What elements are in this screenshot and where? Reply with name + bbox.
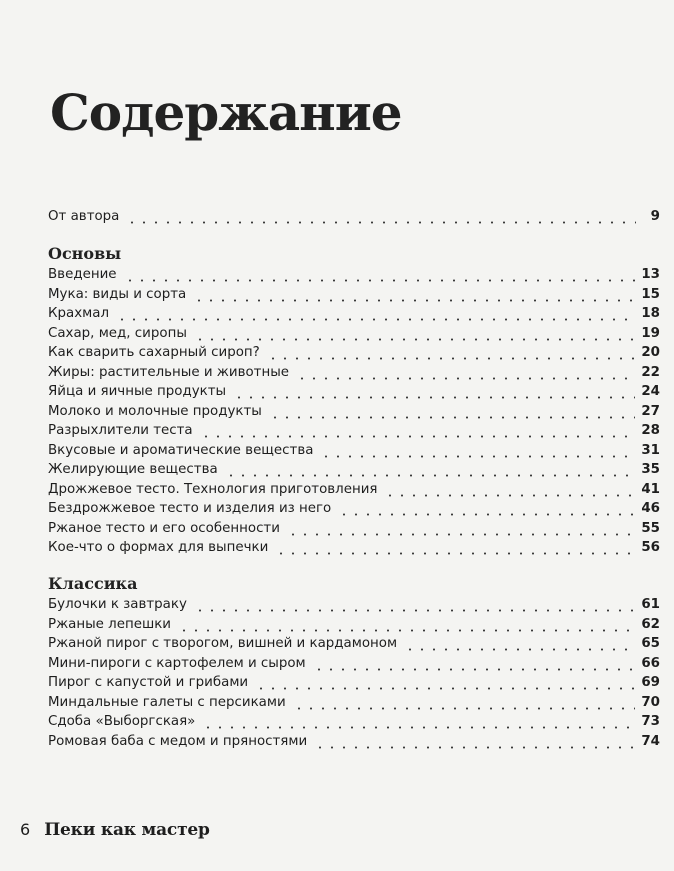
toc-entry-page: 69 xyxy=(641,675,660,690)
toc-entry[interactable] xyxy=(48,304,660,323)
page-number: 6 xyxy=(20,820,31,839)
toc-entry-label: Кое-что о формах для выпечки xyxy=(48,540,269,555)
toc-entry-label: Ржаной пирог с творогом, вишней и кардамоном xyxy=(48,636,398,651)
dot-leader xyxy=(122,279,636,284)
toc-entry-page: 66 xyxy=(641,655,660,671)
toc-entry-page: 9 xyxy=(650,209,660,224)
toc-entry[interactable] xyxy=(48,712,660,731)
dot-leader xyxy=(231,396,635,401)
toc-entry-page: 24 xyxy=(641,384,660,399)
toc-entry-page: 55 xyxy=(641,520,660,536)
dot-leader xyxy=(311,668,636,673)
toc-entry-label: Сдоба «Выборгская» xyxy=(48,714,196,729)
toc-entry-page: 56 xyxy=(641,540,660,555)
page-title: Содержание xyxy=(50,83,402,142)
dot-leader xyxy=(294,377,635,382)
dot-leader xyxy=(382,494,635,499)
toc-entry-label: Введение xyxy=(48,267,117,282)
toc-entry[interactable] xyxy=(48,634,660,653)
toc-entry[interactable] xyxy=(48,615,660,634)
dot-leader xyxy=(176,629,635,634)
toc-entry-page: 73 xyxy=(641,714,660,729)
toc-entry-label: От автора xyxy=(48,209,120,224)
toc-entry-intro[interactable] xyxy=(48,207,660,226)
toc-entry-label: Дрожжевое тесто. Технология приготовления xyxy=(48,481,378,497)
book-title: Пеки как мастер xyxy=(44,820,210,840)
toc-entry[interactable] xyxy=(48,654,660,673)
toc-entry-label: Ржаное тесто и его особенности xyxy=(48,520,280,536)
toc-entry-label: Мини-пироги с картофелем и сыром xyxy=(48,655,306,671)
toc-entry-page: 61 xyxy=(641,597,660,612)
toc-entry-label: Как сварить сахарный сироп? xyxy=(48,345,260,360)
dot-leader xyxy=(402,648,635,653)
toc-entry[interactable] xyxy=(48,363,660,382)
toc-entry-label: Булочки к завтраку xyxy=(48,597,187,612)
toc-entry-page: 65 xyxy=(641,636,660,651)
toc-entry-label: Миндальные галеты с персиками xyxy=(48,694,286,710)
toc-entry[interactable] xyxy=(48,265,660,284)
toc-entry-page: 41 xyxy=(641,481,660,497)
toc-entry-label: Яйца и яичные продукты xyxy=(48,384,227,399)
section-title-klassika: Классика xyxy=(48,574,138,593)
dot-leader xyxy=(124,221,636,226)
dot-leader xyxy=(192,609,635,614)
dot-leader xyxy=(312,746,635,751)
dot-leader xyxy=(318,455,635,460)
toc-entry-label: Желирующие вещества xyxy=(48,462,218,477)
toc-entry-page: 18 xyxy=(641,306,660,321)
dot-leader xyxy=(265,357,636,362)
toc-entry-label: Молоко и молочные продукты xyxy=(48,403,262,419)
dot-leader xyxy=(200,726,635,731)
dot-leader xyxy=(223,474,636,479)
toc-entry-page: 46 xyxy=(641,501,660,516)
toc-entry-label: Мука: виды и сорта xyxy=(48,286,187,302)
toc-entry-page: 62 xyxy=(641,616,660,632)
toc-entry[interactable] xyxy=(48,402,660,421)
toc-entry[interactable] xyxy=(48,595,660,614)
toc-entry-page: 13 xyxy=(641,267,660,282)
dot-leader xyxy=(267,416,635,421)
toc-entry[interactable] xyxy=(48,460,660,479)
toc-entry[interactable] xyxy=(48,519,660,538)
toc-entry[interactable] xyxy=(48,382,660,401)
toc-entry-page: 27 xyxy=(641,403,660,419)
dot-leader xyxy=(253,687,635,692)
toc-entry[interactable] xyxy=(48,673,660,692)
dot-leader xyxy=(192,338,635,343)
toc-entry-page: 35 xyxy=(641,462,660,477)
toc-entry[interactable] xyxy=(48,732,660,751)
toc-entry-label: Пирог с капустой и грибами xyxy=(48,675,249,690)
toc-entry[interactable] xyxy=(48,480,660,499)
section-title-osnovy: Основы xyxy=(48,244,122,263)
toc-entry-page: 20 xyxy=(641,345,660,360)
toc-entry-page: 15 xyxy=(641,286,660,302)
toc-entry-label: Крахмал xyxy=(48,306,110,321)
toc-entry-page: 22 xyxy=(641,364,660,380)
dot-leader xyxy=(198,435,636,440)
toc-entry-label: Ромовая баба с медом и пряностями xyxy=(48,733,308,749)
toc-entry-page: 74 xyxy=(641,733,660,749)
toc-entry-page: 28 xyxy=(641,423,660,438)
toc-entry[interactable] xyxy=(48,499,660,518)
toc-entry-label: Разрыхлители теста xyxy=(48,423,193,438)
toc-entry-label: Вкусовые и ароматические вещества xyxy=(48,442,314,458)
toc-entry[interactable] xyxy=(48,693,660,712)
toc-entry[interactable] xyxy=(48,343,660,362)
toc-entry-label: Жиры: растительные и животные xyxy=(48,364,290,380)
toc-entry-label: Ржаные лепешки xyxy=(48,616,172,632)
page-footer xyxy=(20,820,210,840)
toc-entry[interactable] xyxy=(48,538,660,557)
toc-entry[interactable] xyxy=(48,324,660,343)
toc-entry-label: Сахар, мед, сиропы xyxy=(48,325,187,341)
dot-leader xyxy=(273,552,635,557)
dot-leader xyxy=(285,533,635,538)
toc-entry[interactable] xyxy=(48,421,660,440)
toc-entry-label: Бездрожжевое тесто и изделия из него xyxy=(48,501,332,516)
dot-leader xyxy=(191,299,635,304)
toc-entry[interactable] xyxy=(48,285,660,304)
dot-leader xyxy=(114,318,635,323)
toc-entry[interactable] xyxy=(48,441,660,460)
dot-leader xyxy=(336,513,635,518)
toc-entry-page: 70 xyxy=(641,694,660,710)
toc-entry-page: 31 xyxy=(641,442,660,458)
toc-entry-page: 19 xyxy=(641,325,660,341)
dot-leader xyxy=(291,707,636,712)
